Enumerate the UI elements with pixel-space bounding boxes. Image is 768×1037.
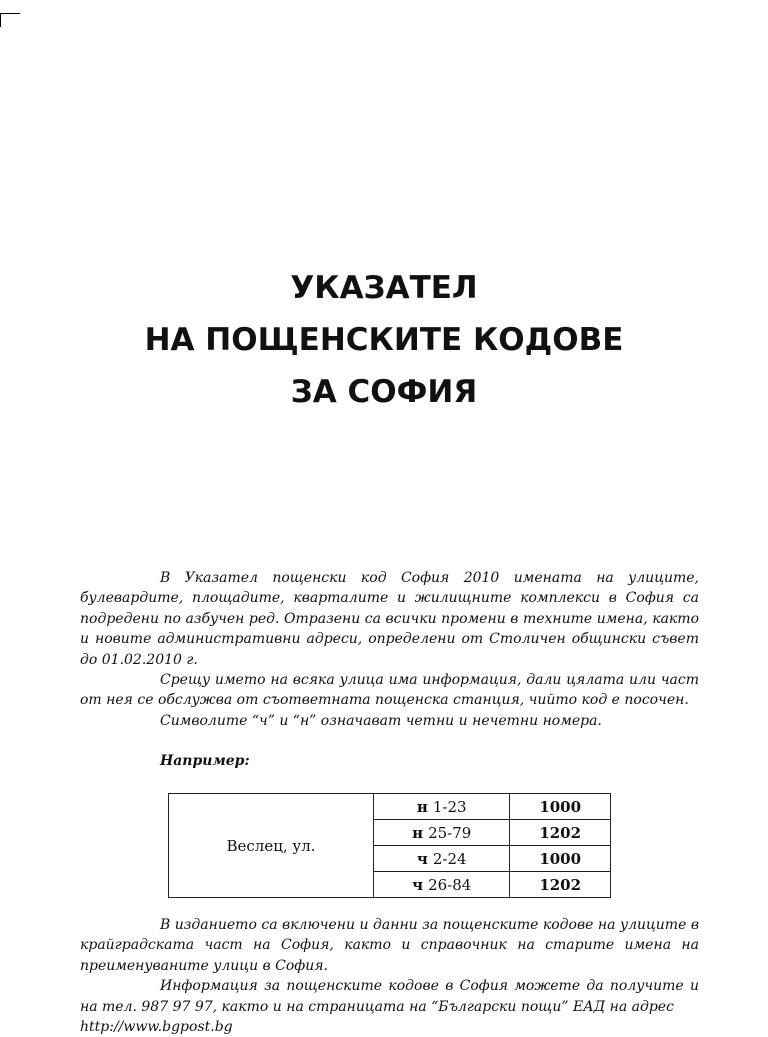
crop-mark	[0, 13, 20, 27]
range-cell	[374, 794, 510, 820]
parity-symbol: ч	[412, 875, 424, 894]
number-range: 26-84	[428, 875, 472, 894]
cut-off-url: http://www.bgpost.bg	[80, 1019, 233, 1035]
title-line-1: УКАЗАТЕЛ	[290, 270, 478, 306]
number-range: 25-79	[428, 823, 472, 842]
example-heading: Например:	[160, 753, 250, 770]
postal-code-cell: 1000	[510, 846, 611, 872]
example-table	[168, 793, 611, 898]
parity-symbol: н	[416, 797, 428, 816]
title-line-3: ЗА СОФИЯ	[290, 374, 478, 410]
range-cell	[374, 846, 510, 872]
table-row	[169, 794, 611, 820]
parity-symbol: н	[412, 823, 424, 842]
intro-text	[80, 568, 699, 772]
parity-symbol: ч	[416, 849, 428, 868]
outro-paragraph-1: В изданието са включени и данни за пощенските кодове на улиците в крайградската част на София, както и справочник на старите имена на преименуваните улици в София.	[80, 917, 699, 974]
title-line-2: НА ПОЩЕНСКИТЕ КОДОВЕ	[144, 322, 624, 358]
page-title	[0, 262, 768, 418]
range-cell	[374, 820, 510, 846]
postal-code-cell: 1202	[510, 820, 611, 846]
number-range: 1-23	[432, 797, 467, 816]
outro-paragraph-2: Информация за пощенските кодове в София можете да получите и на тел. 987 97 97, както и на страницата на “Български пощи” ЕАД на адрес	[80, 978, 699, 1015]
intro-paragraph-3: Символите “ч” и “н” означават четни и нечетни номера.	[160, 712, 602, 729]
postal-code-cell: 1202	[510, 872, 611, 898]
intro-paragraph-1: В Указател пощенски код София 2010 имената на улиците, булевардите, площадите, кварталите и жилищните комплекси в София са подредени по азбучен ред. Отразени са всички промени в техните имена, както и новите административни адреси, определени от Столичен общински съвет до 01.02.2010 г.	[80, 570, 699, 668]
intro-paragraph-2: Срещу името на всяка улица има информация, дали цялата или част от нея се обслужва от съответната пощенска станция, чийто код е посочен.	[80, 672, 699, 709]
number-range: 2-24	[432, 849, 467, 868]
range-cell	[374, 872, 510, 898]
street-name-cell: Веслец, ул.	[169, 794, 374, 898]
postal-code-cell: 1000	[510, 794, 611, 820]
outro-text	[80, 915, 699, 1017]
